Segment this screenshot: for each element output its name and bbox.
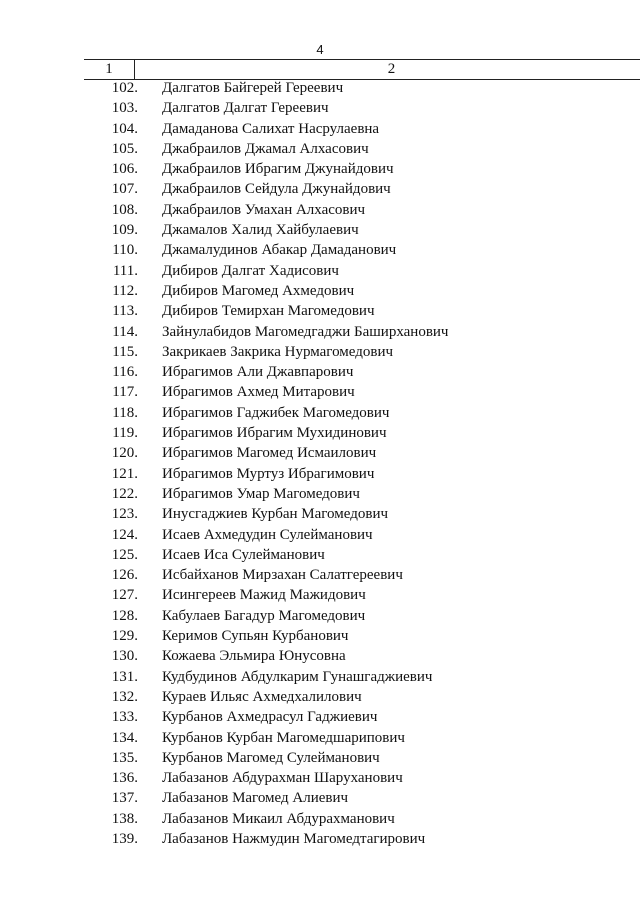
list-item <box>0 565 640 585</box>
entry-number: 108. <box>111 201 138 218</box>
header-column-number: 1 <box>105 61 113 77</box>
entry-number: 128. <box>111 607 138 624</box>
header-column-name: 2 <box>387 61 396 77</box>
list-item <box>0 667 640 687</box>
entry-number: 123. <box>111 506 138 523</box>
entry-number: 132. <box>111 688 138 705</box>
list-item <box>0 301 640 321</box>
list-item <box>0 443 640 463</box>
entry-name: Ибрагимов Умар Магомедович <box>162 485 360 502</box>
entry-name: Джабраилов Умахан Алхасович <box>162 201 366 218</box>
entry-number: 105. <box>111 140 138 157</box>
entry-number: 106. <box>111 161 138 178</box>
list-item <box>0 78 640 98</box>
entry-number: 138. <box>111 810 138 827</box>
entry-name: Исаев Ахмедудин Сулейманович <box>162 526 373 543</box>
list-item <box>0 484 640 504</box>
list-item <box>0 403 640 423</box>
entry-name: Дамаданова Салихат Насрулаевна <box>162 120 380 137</box>
list-item <box>0 788 640 808</box>
entry-number: 139. <box>111 830 138 847</box>
entry-name: Курбанов Ахмедрасул Гаджиевич <box>162 709 378 726</box>
entry-name: Джамалов Халид Хайбулаевич <box>162 222 359 239</box>
list-item <box>0 119 640 139</box>
entry-number: 131. <box>111 668 138 685</box>
list-item <box>0 687 640 707</box>
entry-name: Лабазанов Абдурахман Шаруханович <box>162 770 403 787</box>
entry-number: 137. <box>111 790 138 807</box>
entry-name: Исбайханов Мирзахан Салатгереевич <box>162 567 403 584</box>
entry-number: 122. <box>111 485 138 502</box>
page-number: 4 <box>316 42 324 57</box>
entry-name: Курбанов Курбан Магомедшарипович <box>162 729 405 746</box>
list-item <box>0 464 640 484</box>
list-item <box>0 748 640 768</box>
list-item <box>0 281 640 301</box>
list-item <box>0 809 640 829</box>
entry-number: 117. <box>112 384 138 401</box>
entry-number: 136. <box>111 770 138 787</box>
entry-name: Джабраилов Сейдула Джунайдович <box>162 181 391 198</box>
list-item <box>0 606 640 626</box>
entry-number: 109. <box>111 222 138 239</box>
entry-name: Ибрагимов Муртуз Ибрагимович <box>162 465 375 482</box>
table-header <box>84 59 640 80</box>
entry-name: Кураев Ильяс Ахмедхалилович <box>162 688 362 705</box>
entry-name: Керимов Супьян Курбанович <box>162 628 349 645</box>
list-item <box>0 646 640 666</box>
entry-number: 111. <box>112 262 138 279</box>
list-item <box>0 423 640 443</box>
entry-number: 114. <box>112 323 138 340</box>
entry-name: Зайнулабидов Магомедгаджи Баширханович <box>162 323 449 340</box>
entry-name: Лабазанов Магомед Алиевич <box>162 790 349 807</box>
entry-number: 127. <box>111 587 138 604</box>
entry-name: Джамалудинов Абакар Дамаданович <box>162 242 397 259</box>
list-item <box>0 179 640 199</box>
list-item <box>0 829 640 849</box>
list-item <box>0 545 640 565</box>
list-item <box>0 585 640 605</box>
entry-name: Далгатов Далгат Гереевич <box>162 100 329 117</box>
entry-name: Курбанов Магомед Сулейманович <box>162 749 380 766</box>
entry-number: 102. <box>111 80 138 96</box>
entry-name: Кабулаев Багадур Магомедович <box>162 607 366 624</box>
list-item <box>0 159 640 179</box>
list-item <box>0 139 640 159</box>
entry-name: Лабазанов Микаил Абдурахманович <box>162 810 395 827</box>
entry-name: Лабазанов Нажмудин Магомедтагирович <box>162 830 426 847</box>
entry-number: 124. <box>111 526 138 543</box>
entry-number: 121. <box>111 465 138 482</box>
entry-name: Кудбудинов Абдулкарим Гунашгаджиевич <box>162 668 433 685</box>
entry-number: 104. <box>111 120 138 137</box>
list-item <box>0 98 640 118</box>
entry-name: Джабраилов Джамал Алхасович <box>162 140 369 157</box>
entry-number: 120. <box>111 445 138 462</box>
entry-name: Ибрагимов Ибрагим Мухидинович <box>162 425 387 442</box>
list-item <box>0 768 640 788</box>
entry-name: Дибиров Магомед Ахмедович <box>162 282 355 299</box>
list-item <box>0 240 640 260</box>
name-list <box>0 78 640 849</box>
entry-number: 110. <box>112 242 138 259</box>
entry-number: 125. <box>111 546 138 563</box>
entry-name: Дибиров Далгат Хадисович <box>162 262 339 279</box>
list-item <box>0 382 640 402</box>
entry-number: 116. <box>112 364 138 381</box>
entry-number: 126. <box>111 567 138 584</box>
entry-name: Исаев Иса Сулейманович <box>162 546 325 563</box>
entry-number: 133. <box>111 709 138 726</box>
list-item <box>0 322 640 342</box>
list-item <box>0 261 640 281</box>
entry-name: Ибрагимов Али Джавпарович <box>162 364 354 381</box>
list-item <box>0 362 640 382</box>
list-item <box>0 220 640 240</box>
entry-number: 107. <box>111 181 138 198</box>
list-item <box>0 707 640 727</box>
entry-name: Дибиров Темирхан Магомедович <box>162 303 375 320</box>
entry-number: 115. <box>112 343 138 360</box>
entry-name: Далгатов Байгерей Гереевич <box>162 80 344 96</box>
list-item <box>0 626 640 646</box>
list-item <box>0 200 640 220</box>
entry-name: Ибрагимов Гаджибек Магомедович <box>162 404 390 421</box>
entry-name: Ибрагимов Магомед Исмаилович <box>162 445 377 462</box>
entry-number: 135. <box>111 749 138 766</box>
entry-number: 129. <box>111 628 138 645</box>
list-item <box>0 504 640 524</box>
list-item <box>0 342 640 362</box>
entry-number: 119. <box>112 425 138 442</box>
entry-name: Джабраилов Ибрагим Джунайдович <box>162 161 394 178</box>
entry-number: 112. <box>112 282 138 299</box>
entry-name: Кожаева Эльмира Юнусовна <box>162 648 346 665</box>
entry-number: 134. <box>111 729 138 746</box>
list-item <box>0 525 640 545</box>
entry-name: Ибрагимов Ахмед Митарович <box>162 384 355 401</box>
entry-number: 113. <box>112 303 138 320</box>
entry-number: 130. <box>111 648 138 665</box>
entry-name: Инусгаджиев Курбан Магомедович <box>162 506 389 523</box>
entry-number: 118. <box>112 404 138 421</box>
entry-number: 103. <box>111 100 138 117</box>
entry-name: Исингереев Мажид Мажидович <box>162 587 366 604</box>
list-item <box>0 728 640 748</box>
entry-name: Закрикаев Закрика Нурмагомедович <box>162 343 394 360</box>
